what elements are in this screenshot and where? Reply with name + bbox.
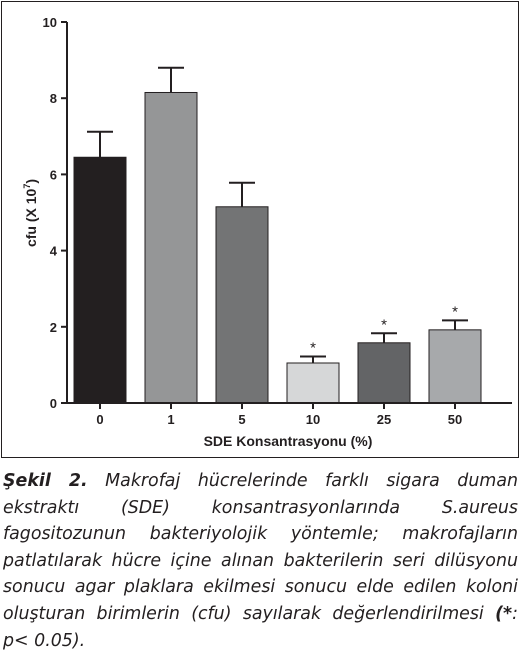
bar	[145, 92, 197, 403]
bar	[74, 157, 126, 403]
bar-chart	[2, 2, 520, 459]
x-tick-label: 1	[167, 412, 175, 427]
bar	[358, 343, 410, 403]
y-tick-label: 6	[49, 167, 57, 183]
bars	[74, 68, 481, 403]
x-axis-ticks	[96, 403, 462, 427]
x-tick-label: 25	[376, 412, 392, 427]
y-tick-label: 10	[42, 15, 57, 30]
x-tick-label: 5	[238, 412, 246, 427]
x-axis-label: SDE Konsantrasyonu (%)	[203, 433, 373, 449]
y-tick-label: 0	[49, 396, 57, 411]
bar	[287, 363, 339, 403]
x-tick-label: 10	[305, 412, 321, 427]
caption-end: .	[79, 630, 86, 651]
significance-marker: *	[310, 339, 316, 357]
x-tick-label: 0	[96, 412, 104, 427]
figure-caption-text: Makrofaj hücrelerinde farklı sigara duman ekstraktı (SDE) konsantrasyonlarında S.aureus fagositozunun bakteriyolojik yöntemle; makrofajların patlatılarak hücre içine alınan bakterilerin seri dilüsyonu sonucu agar plaklara ekilmesi sonucu elde edilen koloni oluşturan birimlerin (cfu) sayılarak değerlendirilmesi	[3, 471, 518, 624]
y-tick-label: 2	[49, 319, 57, 335]
y-axis-label: cfu (X $10^7$)	[22, 178, 39, 248]
significance-note-text: : p< 0.05)	[3, 603, 518, 651]
figure-caption-label: Şekil 2.	[3, 471, 88, 491]
bar	[216, 207, 268, 403]
y-tick-label: 8	[49, 91, 57, 107]
y-axis-ticks	[43, 15, 67, 411]
significance-note-symbol: (*	[495, 603, 513, 624]
chart-frame	[1, 1, 519, 458]
significance-marker: *	[381, 316, 387, 334]
figure-caption	[3, 468, 518, 654]
bar	[429, 330, 481, 403]
significance-marker: *	[452, 303, 458, 321]
y-tick-label: 4	[49, 243, 57, 259]
x-tick-label: 50	[447, 412, 463, 427]
